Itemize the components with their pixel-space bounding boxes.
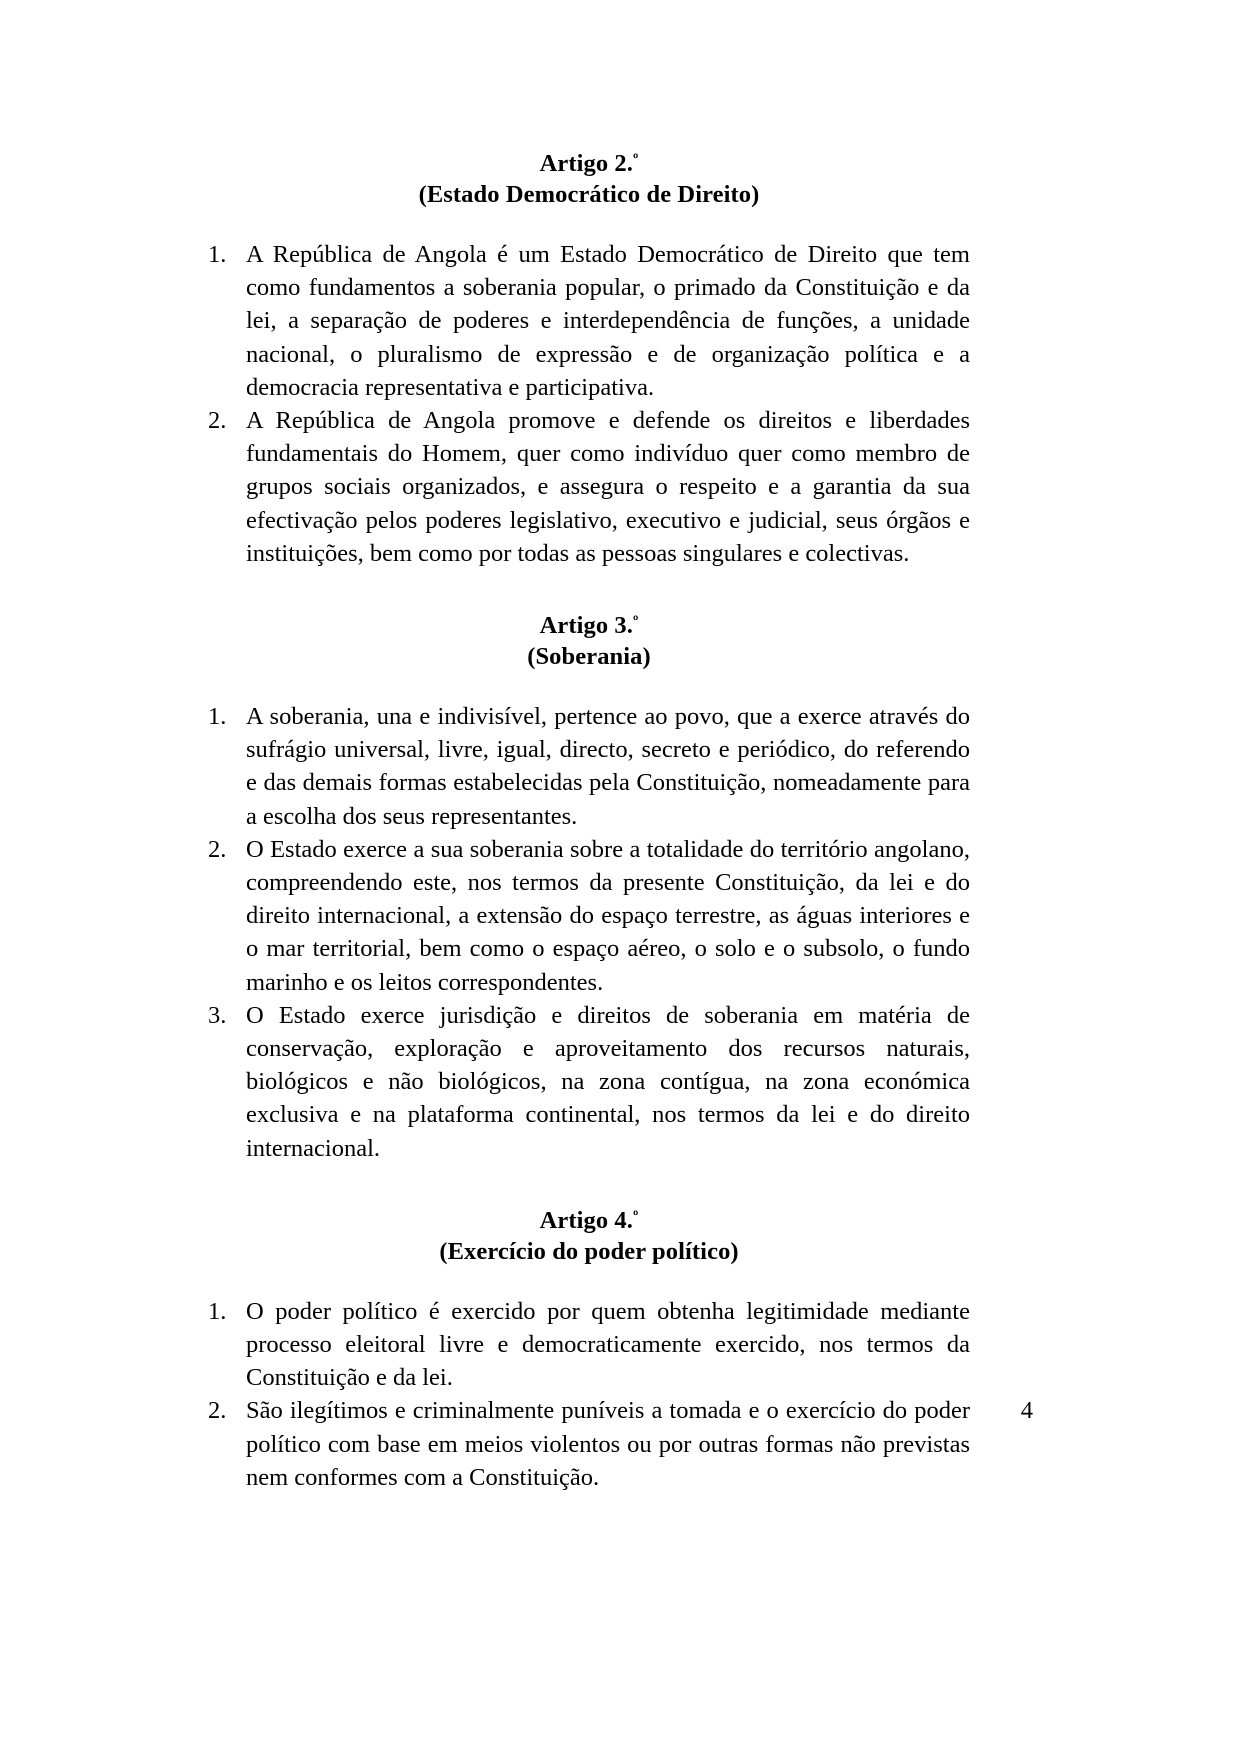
list-item xyxy=(208,999,970,1165)
article-item-list-artigo-4 xyxy=(208,1295,970,1494)
list-item-text: O Estado exerce jurisdição e direitos de soberania em matéria de conservação, exploração e aproveitamento dos recursos naturais, biológicos e não biológicos, na zona contígua, na zona económica exclusiva e na plataforma continental, nos termos da lei e do direito internacional. xyxy=(246,1001,970,1162)
ordinal-indicator-icon: º xyxy=(633,613,639,631)
list-item-text: O Estado exerce a sua soberania sobre a totalidade do território angolano, compreendendo este, nos termos da presente Constituição, da lei e do direito internacional, a extensão do espaço terrestre, as águas interiores e o mar territorial, bem como o espaço aéreo, o solo e o subsolo, o fundo marinho e os leitos correspondentes. xyxy=(246,835,970,996)
article-item-list-artigo-2 xyxy=(208,238,970,570)
article-subtitle-artigo-2: (Estado Democrático de Direito) xyxy=(418,181,760,208)
list-item xyxy=(208,238,970,404)
article-heading-label: Artigo 3. xyxy=(539,612,634,640)
list-item-text: O poder político é exercido por quem obtenha legitimidade mediante processo eleitoral livre e democraticamente exercido, nos termos da Constituição e da lei. xyxy=(246,1297,970,1392)
list-item-marker: 3. xyxy=(208,1001,227,1029)
list-item-text: São ilegítimos e criminalmente puníveis a tomada e o exercício do poder político com base em meios violentos ou por outras formas não previstas nem conformes com a Constituição. xyxy=(246,1397,970,1491)
article-item-list-artigo-3 xyxy=(208,700,970,1165)
list-item-marker: 1. xyxy=(208,1297,227,1325)
article-heading-artigo-2 xyxy=(208,148,970,179)
list-item xyxy=(208,1295,970,1395)
article-heading-label: Artigo 4. xyxy=(539,1206,634,1234)
list-item-text: A República de Angola é um Estado Democrático de Direito que tem como fundamentos a soberania popular, o primado da Constituição e da lei, a separação de poderes e interdependência de funções, a unidade nacional, o pluralismo de expressão e de organização política e a democracia representativa e participativa. xyxy=(246,241,970,401)
page-number: 4 xyxy=(1020,1397,1033,1424)
article-block-artigo-4 xyxy=(208,1205,970,1494)
list-item-text: A República de Angola promove e defende os direitos e liberdades fundamentais do Homem, quer como indivíduo quer como membro de grupos sociais organizados, e assegura o respeito e a garantia da sua efectivação pelos poderes legislativo, executivo e judicial, seus órgãos e instituições, bem como por todas as pessoas singulares e colectivas. xyxy=(246,407,970,567)
article-heading-artigo-3 xyxy=(208,610,970,641)
spacer xyxy=(208,1165,970,1205)
list-item-marker: 2. xyxy=(208,1397,227,1425)
document-body xyxy=(208,148,970,1494)
list-item xyxy=(208,1394,970,1494)
ordinal-indicator-icon: º xyxy=(633,151,639,169)
spacer xyxy=(208,570,970,610)
list-item-text: A soberania, una e indivisível, pertence ao povo, que a exerce através do sufrágio universal, livre, igual, directo, secreto e periódico, do referendo e das demais formas estabelecidas pela Constituição, nomeadamente para a escolha dos seus representantes. xyxy=(246,703,970,830)
list-item-marker: 2. xyxy=(208,407,227,435)
list-item-marker: 1. xyxy=(208,241,227,268)
spacer xyxy=(208,210,970,238)
article-heading-artigo-4 xyxy=(208,1205,970,1236)
article-heading-label: Artigo 2. xyxy=(539,150,634,177)
article-block-artigo-2 xyxy=(208,148,970,570)
article-subtitle-artigo-4: (Exercício do poder político) xyxy=(439,1237,739,1265)
list-item-marker: 2. xyxy=(208,835,227,863)
list-item xyxy=(208,833,970,999)
list-item xyxy=(208,700,970,833)
ordinal-indicator-icon: º xyxy=(633,1208,639,1226)
spacer xyxy=(208,672,970,700)
article-block-artigo-3 xyxy=(208,610,970,1165)
list-item-marker: 1. xyxy=(208,703,227,731)
list-item xyxy=(208,404,970,570)
spacer xyxy=(208,1267,970,1295)
article-subtitle-artigo-3: (Soberania) xyxy=(527,643,651,671)
